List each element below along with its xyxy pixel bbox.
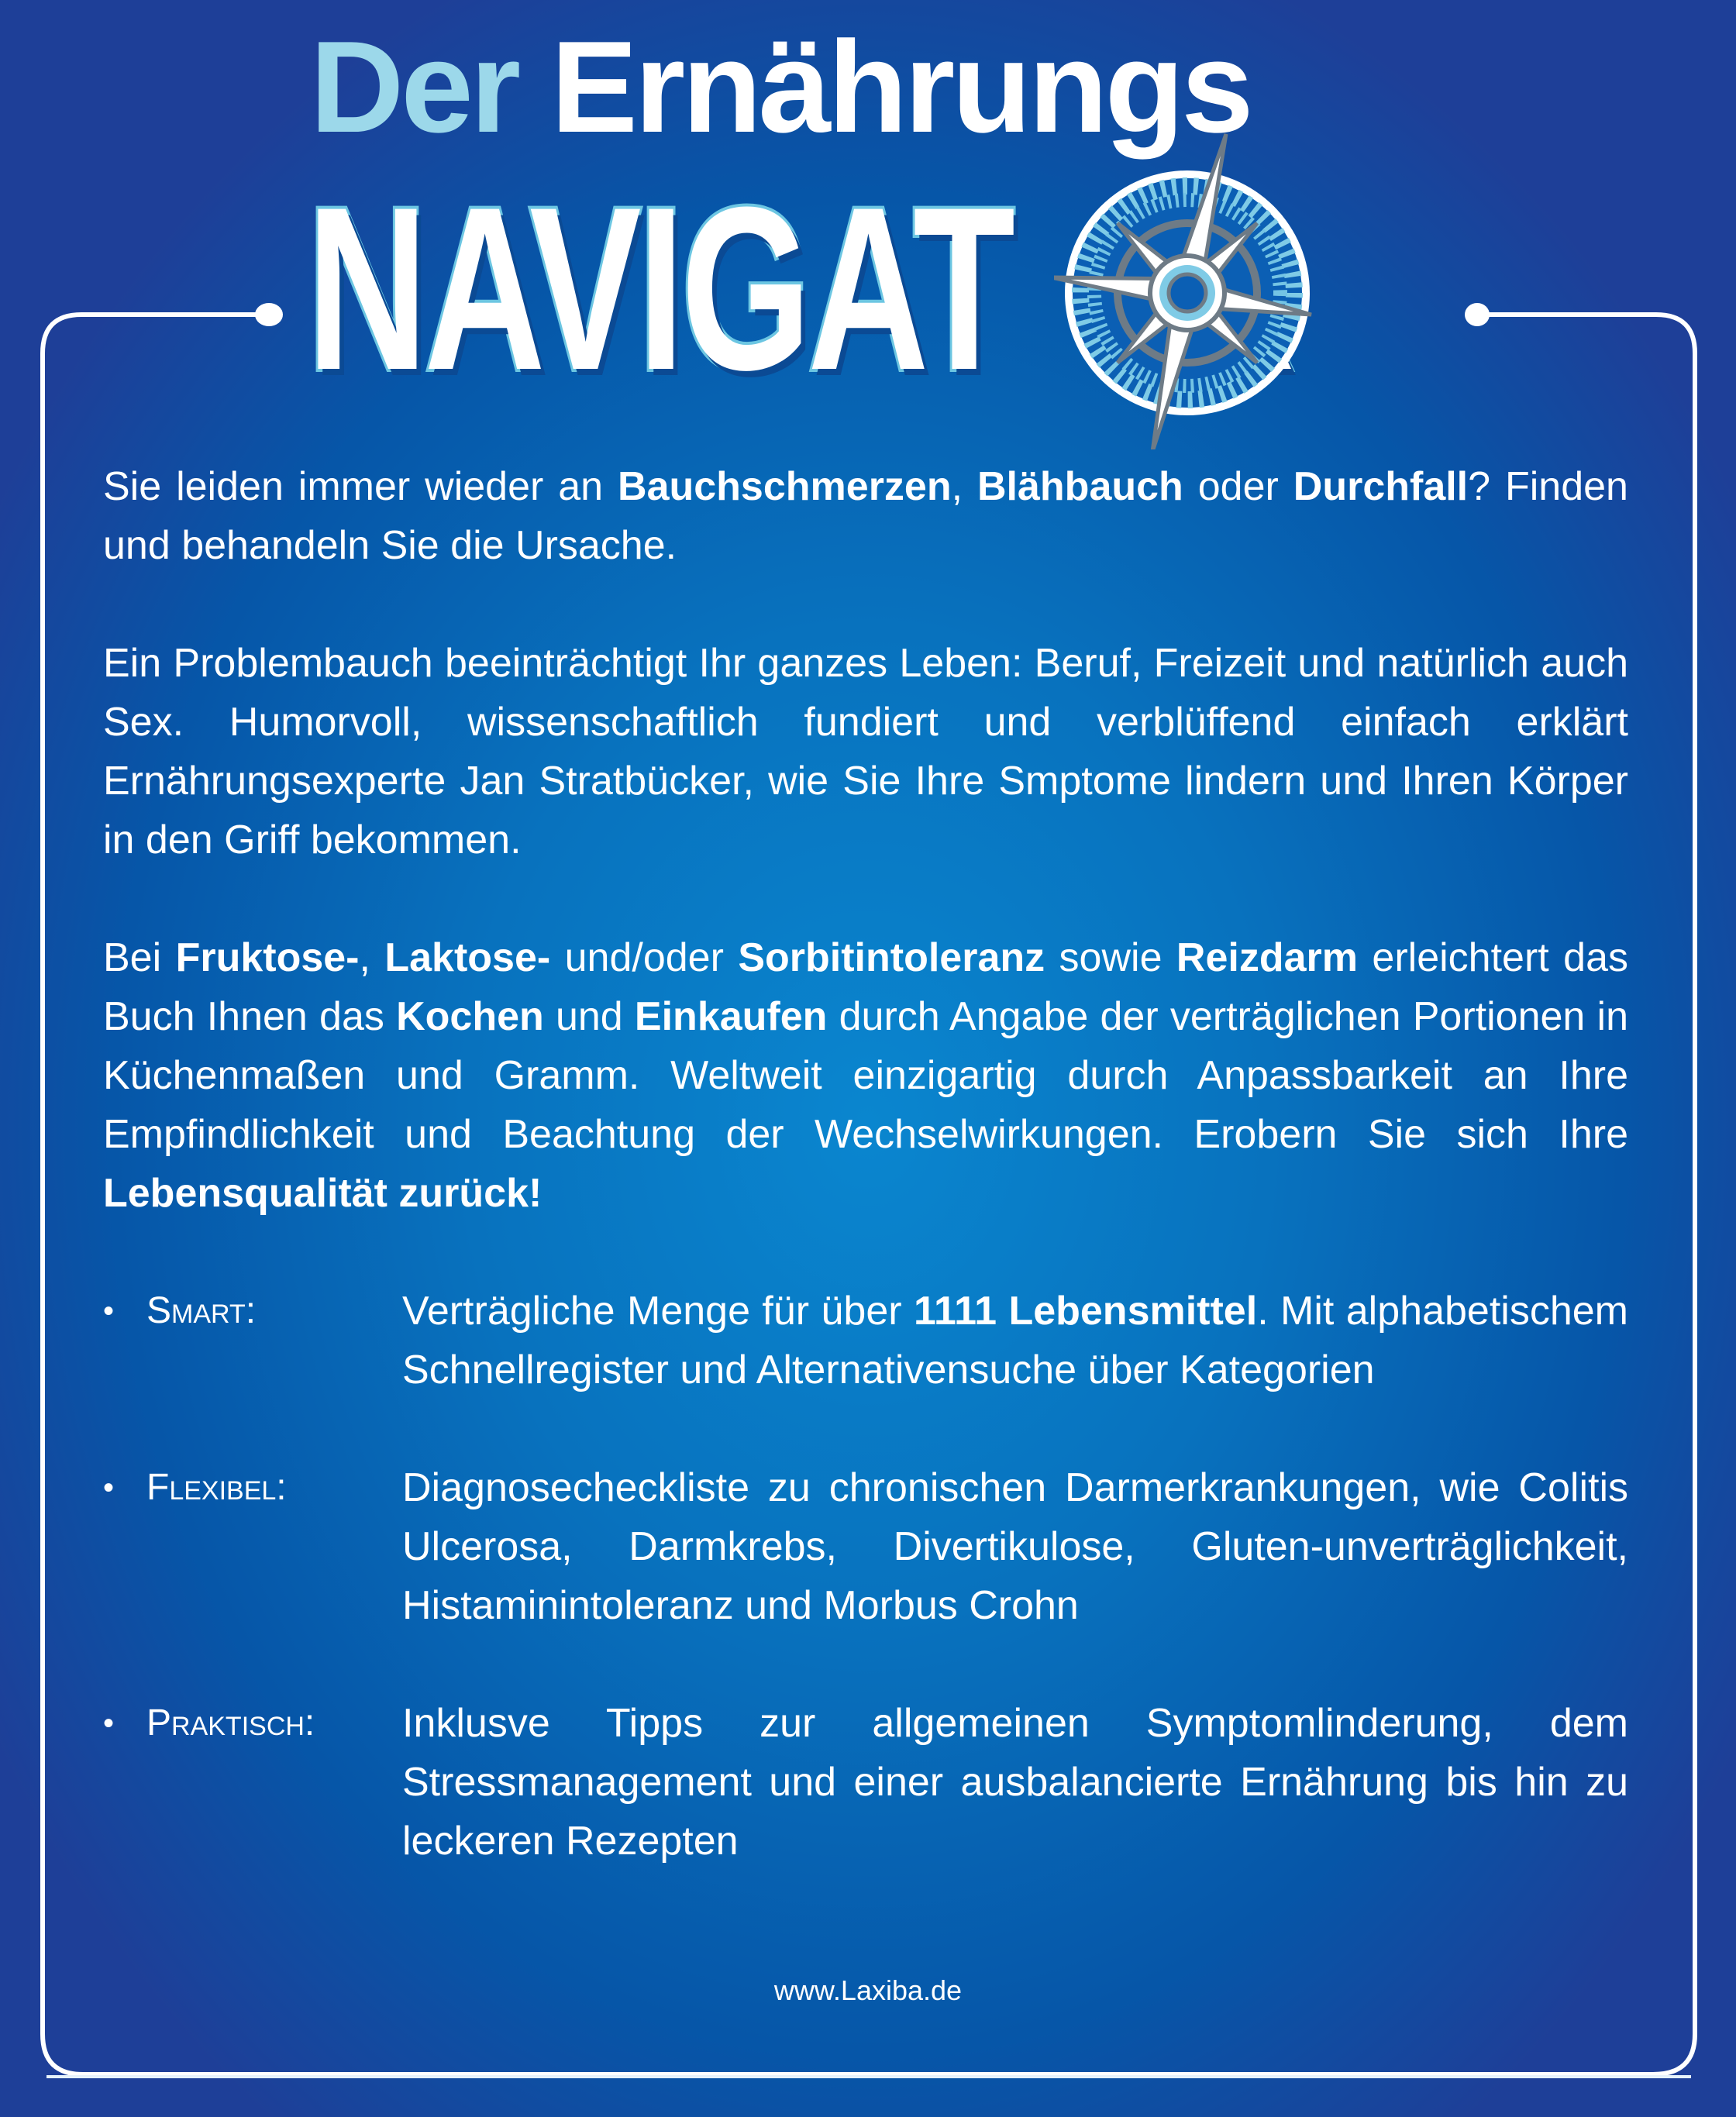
feature-text: [402, 1282, 1628, 1399]
text-run: und: [543, 994, 635, 1039]
intro-paragraph-3: [103, 928, 1628, 1223]
frame-dot-left-icon: [255, 303, 283, 326]
keyword-fruktose: Fruktose-: [175, 935, 360, 980]
keyword-kochen: Kochen: [396, 994, 544, 1039]
feature-list: [103, 1282, 1628, 1871]
keyword-bauchschmerzen: Bauchschmerzen: [618, 464, 952, 509]
title-navigat: NAVIGAT: [307, 158, 1012, 418]
description: [103, 457, 1628, 1929]
feature-label: Flexibel:: [146, 1467, 287, 1508]
title-ernaehrungs: Ernährungs: [550, 14, 1251, 160]
text-run: ? Finden und behandeln Sie die Ursache.: [103, 464, 1628, 568]
keyword-einkaufen: Einkaufen: [634, 994, 828, 1039]
text-run: Sie leiden immer wieder an: [103, 464, 618, 509]
title-der: Der: [310, 14, 518, 160]
keyword-1111-lebensmittel: 1111 Lebensmittel: [913, 1289, 1258, 1334]
website-link[interactable]: www.Laxiba.de: [773, 1974, 963, 2006]
text-run: durch Angabe der verträglichen Portionen in Küchenmaßen und Gramm. Weltweit einzigartig durch Anpassbarkeit an Ihre Empfindlichkeit und Beachtung der Wechselwirkungen. Erobern Sie sich Ihre: [103, 994, 1629, 1157]
keyword-durchfall: Durchfall: [1293, 464, 1469, 509]
text-run: sowie: [1045, 935, 1176, 980]
text-run: erleichtert das Buch Ihnen das: [103, 935, 1628, 1039]
text-run: Bei: [103, 935, 176, 980]
compass-rose-icon: [1054, 124, 1364, 449]
feature-flexibel: [103, 1458, 1628, 1635]
text-run: ,: [951, 464, 977, 509]
feature-text: Inklusve Tipps zur allgemeinen Symptomlinderung, dem Stressmanagement und einer ausbalancierte Ernährung bis hin zu leckeren Rezepten: [402, 1701, 1628, 1864]
text-run: . Mit alphabetischem Schnellregister und Alternativensuche über Kategorien: [402, 1289, 1628, 1392]
feature-smart: [103, 1282, 1628, 1399]
bullet-icon: •: [103, 1706, 115, 1740]
frame-dot-right-icon: [1465, 303, 1490, 326]
text-run: oder: [1183, 464, 1293, 509]
keyword-laktose: Laktose-: [384, 935, 551, 980]
intro-paragraph-2: Ein Problembauch beeinträchtigt Ihr ganzes Leben: Beruf, Freizeit und natürlich auch Sex. Humorvoll, wissenschaftlich fundiert und verblüffend einfach erklärt Ernährungsexperte Jan Stratbücker, wie Sie Ihre Smptome lindern und Ihren Körper in den Griff bekommen.: [103, 641, 1628, 862]
text-run: ,: [359, 935, 385, 980]
bullet-icon: •: [103, 1471, 115, 1505]
text-run: Verträgliche Menge für über: [402, 1289, 914, 1334]
bullet-icon: •: [103, 1294, 115, 1328]
keyword-sorbitintoleranz: Sorbitintoleranz: [738, 935, 1045, 980]
text-run: und/oder: [550, 935, 739, 980]
keyword-lebensqualitaet: Lebensqualität zurück!: [103, 1171, 542, 1216]
feature-label: Smart:: [146, 1290, 257, 1331]
feature-text: Diagnosecheckliste zu chronischen Darmerkrankungen, wie Colitis Ulcerosa, Darmkrebs, Divertikulose, Gluten-unverträglichkeit, Histaminintoleranz und Morbus Crohn: [402, 1465, 1628, 1628]
keyword-blaehbauch: Blähbauch: [977, 464, 1183, 509]
keyword-reizdarm: Reizdarm: [1176, 935, 1358, 980]
intro-paragraph-1: [103, 457, 1628, 575]
feature-label: Praktisch:: [146, 1702, 315, 1744]
feature-praktisch: [103, 1694, 1628, 1871]
